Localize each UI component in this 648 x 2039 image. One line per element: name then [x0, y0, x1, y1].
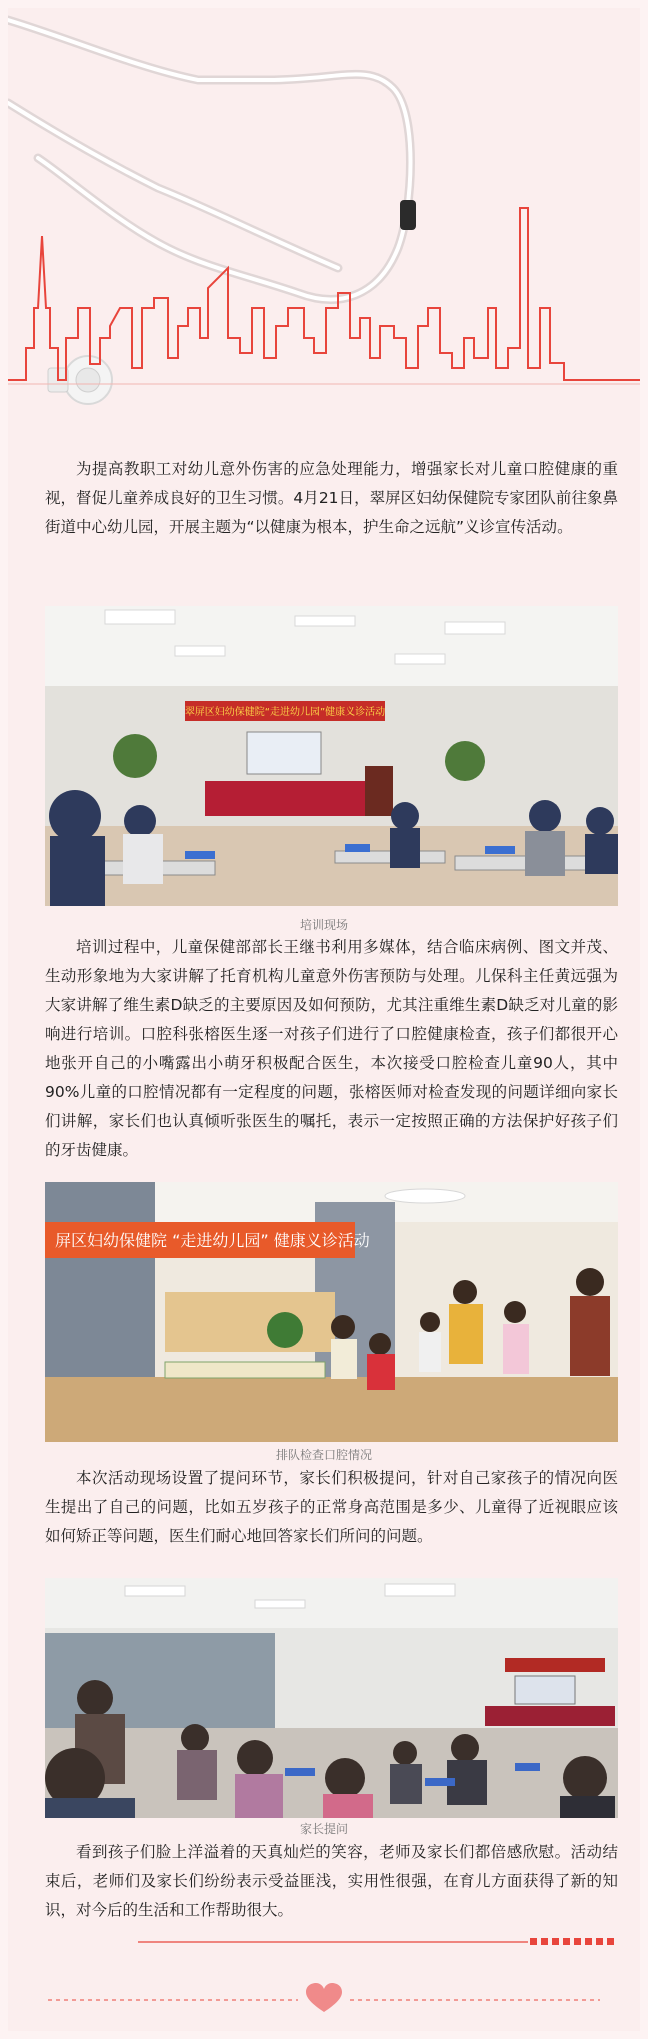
paragraph-intro — [45, 455, 618, 542]
paragraph-conclusion — [45, 1838, 618, 1925]
paragraph-text: 为提高教职工对幼儿意外伤害的应急处理能力，增强家长对儿童口腔健康的重视，督促儿童养成良好的卫生习惯。4月21日，翠屏区妇幼保健院专家团队前往象鼻街道中心幼儿园，开展主题为“以健康为根本，护生命之远航”义诊宣传活动。 — [45, 460, 618, 536]
caption-training: 培训现场 — [299, 918, 348, 932]
article-card — [8, 8, 640, 2031]
stethoscope-icon — [8, 20, 416, 404]
paragraph-text: 培训过程中，儿童保健部部长王继书利用多媒体，结合临床病例、图文并茂、生动形象地为大家讲解了托育机构儿童意外伤害预防与处理。儿保科主任黄远强为大家讲解了维生素D缺乏的主要原因及如何预防，尤其注重维生素D缺乏对儿童的影响进行培训。口腔科张榕医生逐一对孩子们进行了口腔健康检查，孩子们都很开心地张开自己的小嘴露出小萌牙积极配合医生，本次接受口腔检查儿童90人，其中90%儿童的口腔情况都有一定程度的问题，张榕医师对检查发现的问题详细向家长们讲解，家长们也认真倾听张医生的嘱托，表示一定按照正确的方法保护好孩子们的牙齿健康。 — [45, 938, 618, 1159]
header-banner — [8, 8, 640, 408]
paragraph-training — [45, 933, 618, 1165]
paragraph-questions — [45, 1464, 618, 1551]
paragraph-text: 本次活动现场设置了提问环节，家长们积极提问，针对自己家孩子的情况向医生提出了自己的问题，比如五岁孩子的正常身高范围是多少、儿童得了近视眼应该如何矫正等问题，医生们耐心地回答家长们所问的问题。 — [45, 1469, 618, 1545]
photo-parents — [45, 1578, 618, 1818]
event-banner-text: 屏区妇幼保健院 “走进幼儿园” 健康义诊活动 — [55, 1231, 370, 1250]
heart-icon — [306, 1983, 342, 2012]
skyline-line — [8, 208, 640, 380]
paragraph-text: 看到孩子们脸上洋溢着的天真灿烂的笑容，老师及家长们都倍感欣慰。活动结束后，老师们及家长们纷纷表示受益匪浅，实用性很强，在育儿方面获得了新的知识，对今后的生活和工作帮助很大。 — [45, 1843, 618, 1919]
photo-training — [45, 606, 618, 906]
photo-oral-exam — [45, 1182, 618, 1442]
event-banner-text: 翠屏区妇幼保健院“走进幼儿园”健康义诊活动 — [184, 707, 386, 718]
caption-parents: 家长提问 — [299, 1822, 348, 1836]
caption-oral-exam: 排队检查口腔情况 — [275, 1448, 372, 1462]
footer-decoration — [8, 1928, 640, 2038]
footer-dots — [530, 1938, 614, 1945]
